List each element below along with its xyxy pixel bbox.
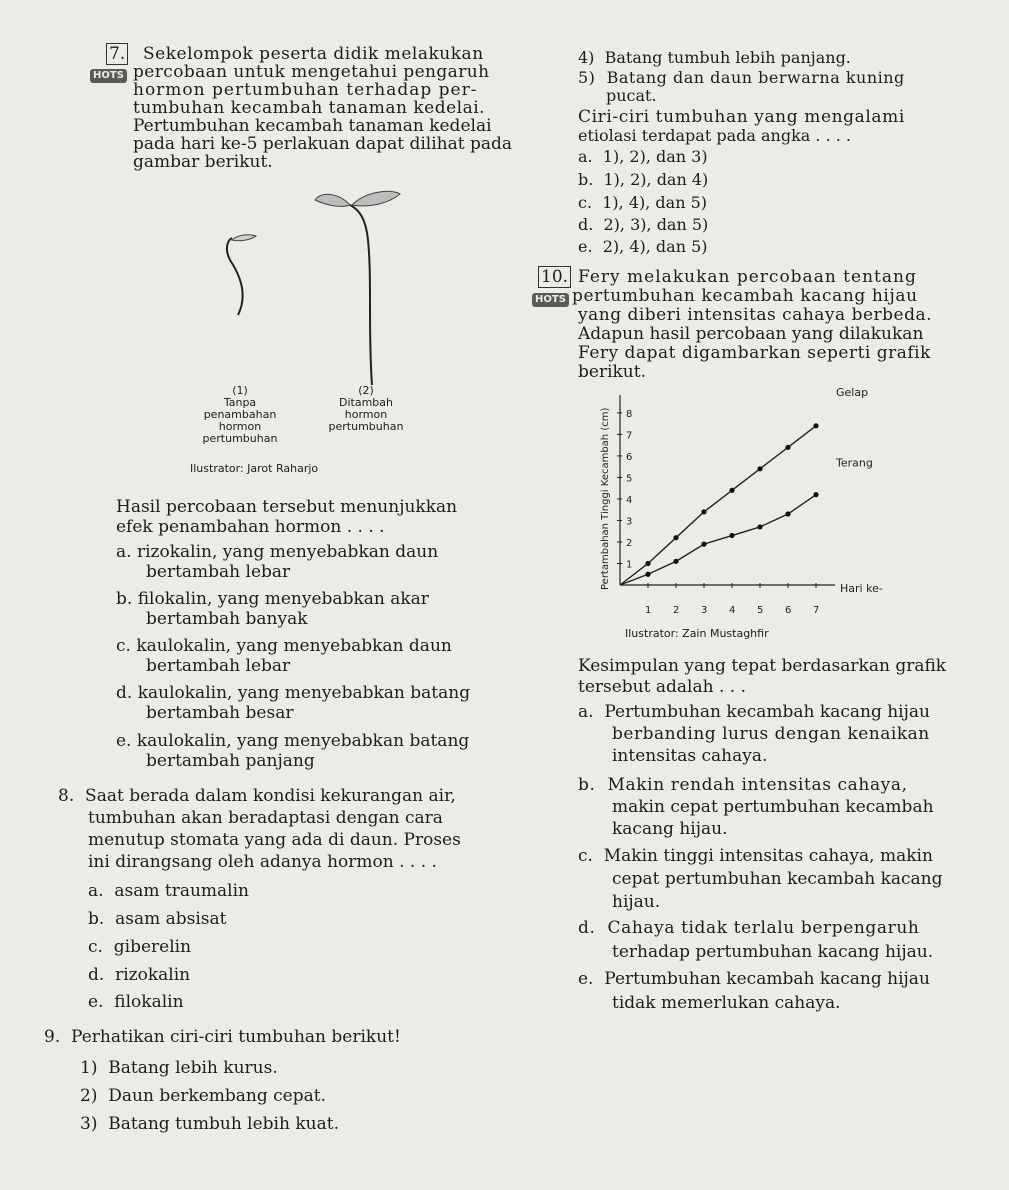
- data-point-gelap: [757, 466, 762, 471]
- q10-option-a-line2: berbanding lurus dengan kenaikan: [612, 724, 930, 744]
- data-point-gelap: [729, 488, 734, 493]
- q10-line5: Fery dapat digambarkan seperti grafik: [578, 343, 931, 363]
- q9-option-c[interactable]: c. 1), 4), dan 5): [578, 193, 707, 212]
- q10-number: 10.: [538, 268, 571, 287]
- q7-option-a[interactable]: a. rizokalin, yang menyebabkan daun: [116, 542, 439, 562]
- q7-stem-line2: efek penambahan hormon . . . .: [116, 517, 385, 537]
- y-tick-label: 7: [626, 430, 633, 442]
- q10-conclusion-line1: Kesimpulan yang tepat berdasarkan grafik: [578, 656, 947, 676]
- x-tick-label: 6: [785, 605, 792, 616]
- q10-option-b-line2: makin cepat pertumbuhan kecambah: [612, 797, 934, 817]
- q9-item-1: 1) Batang lebih kurus.: [80, 1058, 278, 1078]
- q9-option-a[interactable]: a. 1), 2), dan 3): [578, 147, 708, 166]
- q7-line6: pada hari ke-5 perlakuan dapat dilihat pada: [133, 134, 513, 154]
- x-tick-label: 3: [701, 605, 708, 616]
- q10-hots-badge: HOTS: [532, 289, 569, 308]
- q7-hots-badge: HOTS: [90, 65, 127, 84]
- q10-option-d[interactable]: d. Cahaya tidak terlalu berpengaruh: [578, 918, 920, 938]
- q10-option-c-line3: hijau.: [612, 892, 661, 912]
- q9-option-e[interactable]: e. 2), 4), dan 5): [578, 237, 708, 256]
- y-axis-label: Pertambahan Tinggi Kecambah (cm): [600, 407, 611, 590]
- data-point-gelap: [701, 509, 706, 514]
- q10-option-b-line3: kacang hijau.: [612, 819, 728, 839]
- q7-option-c[interactable]: c. kaulokalin, yang menyebabkan daun: [116, 636, 452, 656]
- x-axis-label: Hari ke-: [840, 582, 883, 595]
- q10-illustrator-credit: Ilustrator: Zain Mustaghfir: [625, 627, 769, 640]
- q7-number: 7.: [106, 45, 128, 64]
- q7-option-e[interactable]: e. kaulokalin, yang menyebabkan batang: [116, 731, 470, 751]
- data-point-terang: [673, 559, 678, 564]
- q10-line6: berikut.: [578, 362, 646, 382]
- q7-line2: percobaan untuk mengetahui pengaruh: [133, 62, 490, 82]
- q7-line1: Sekelompok peserta didik melakukan: [143, 44, 484, 64]
- x-tick-label: 5: [757, 605, 764, 616]
- data-point-terang: [701, 542, 706, 547]
- x-tick-label: 4: [729, 605, 736, 616]
- series-label-gelap: Gelap: [836, 385, 869, 399]
- plant1-caption: (1) Tanpa penambahan hormon pertumbuhan: [202, 384, 278, 445]
- sprout-illustration: [200, 180, 430, 390]
- q7-line4: tumbuhan kecambah tanaman kedelai.: [133, 98, 486, 118]
- q7-line3: hormon pertumbuhan terhadap per-: [133, 80, 478, 100]
- q7-option-a-cont: bertambah lebar: [146, 562, 291, 582]
- q8-line2: tumbuhan akan beradaptasi dengan cara: [88, 808, 443, 828]
- q7-line7: gambar berikut.: [133, 152, 273, 172]
- q9-question-line1: Ciri-ciri tumbuhan yang mengalami: [578, 107, 905, 127]
- y-tick-label: 4: [626, 494, 633, 506]
- q10-option-e[interactable]: e. Pertumbuhan kecambah kacang hijau: [578, 969, 930, 989]
- q9-item-4: 4) Batang tumbuh lebih panjang.: [578, 48, 851, 67]
- x-tick-label: 2: [673, 605, 680, 616]
- q9-item-5-cont: pucat.: [606, 86, 657, 105]
- x-tick-label: 1: [645, 605, 652, 616]
- q10-option-b[interactable]: b. Makin rendah intensitas cahaya,: [578, 775, 908, 795]
- y-tick-label: 2: [626, 537, 633, 549]
- data-point-terang: [813, 492, 818, 497]
- q9-item-3: 3) Batang tumbuh lebih kuat.: [80, 1114, 339, 1134]
- plant1-stem: [227, 238, 243, 315]
- x-tick-label: 7: [813, 605, 820, 616]
- data-point-terang: [785, 511, 790, 516]
- plant2-leaf-right: [352, 191, 400, 206]
- q10-option-e-line2: tidak memerlukan cahaya.: [612, 993, 841, 1013]
- y-tick-label: 1: [626, 559, 633, 571]
- q10-option-a-line3: intensitas cahaya.: [612, 746, 768, 766]
- data-point-terang: [757, 524, 762, 529]
- q7-option-d-cont: bertambah besar: [146, 703, 294, 723]
- q7-option-e-cont: bertambah panjang: [146, 751, 315, 771]
- q10-conclusion-line2: tersebut adalah . . .: [578, 677, 746, 697]
- plant2-caption: (2) Ditambah hormon pertumbuhan: [328, 384, 404, 433]
- q8-line3: menutup stomata yang ada di daun. Proses: [88, 830, 461, 850]
- q10-line1: Fery melakukan percobaan tentang: [578, 267, 917, 287]
- growth-chart: [575, 385, 883, 625]
- q8-option-a[interactable]: a. asam traumalin: [88, 881, 249, 901]
- plant2-leaf-left: [315, 194, 350, 206]
- q8-option-c[interactable]: c. giberelin: [88, 937, 192, 957]
- plant1-leaf: [232, 235, 256, 241]
- q7-option-c-cont: bertambah lebar: [146, 656, 291, 676]
- q9-question-line2: etiolasi terdapat pada angka . . . .: [578, 126, 851, 145]
- data-point-gelap: [813, 423, 818, 428]
- data-point-gelap: [645, 561, 650, 566]
- y-tick-label: 6: [626, 451, 633, 463]
- q9-item-2: 2) Daun berkembang cepat.: [80, 1086, 326, 1106]
- q10-option-c[interactable]: c. Makin tinggi intensitas cahaya, makin: [578, 846, 933, 866]
- q9-option-d[interactable]: d. 2), 3), dan 5): [578, 215, 709, 234]
- q10-line4: Adapun hasil percobaan yang dilakukan: [578, 324, 924, 344]
- q7-line5: Pertumbuhan kecambah tanaman kedelai: [133, 116, 492, 136]
- q9-stem: 9. Perhatikan ciri-ciri tumbuhan berikut!: [44, 1027, 401, 1047]
- q10-option-c-line2: cepat pertumbuhan kecambah kacang: [612, 869, 943, 889]
- series-line-gelap: [620, 426, 816, 585]
- data-point-gelap: [673, 535, 678, 540]
- data-point-terang: [729, 533, 734, 538]
- q8-line1: 8. Saat berada dalam kondisi kekurangan air,: [58, 786, 456, 806]
- q8-option-d[interactable]: d. rizokalin: [88, 965, 191, 985]
- q8-line4: ini dirangsang oleh adanya hormon . . . .: [88, 852, 437, 872]
- plant2-stem: [350, 205, 372, 385]
- q7-option-d[interactable]: d. kaulokalin, yang menyebabkan batang: [116, 683, 471, 703]
- data-point-terang: [645, 572, 650, 577]
- y-tick-label: 5: [626, 473, 633, 485]
- y-tick-label: 8: [626, 408, 633, 420]
- q10-option-a[interactable]: a. Pertumbuhan kecambah kacang hijau: [578, 702, 930, 722]
- q8-option-e[interactable]: e. filokalin: [88, 992, 184, 1012]
- q9-option-b[interactable]: b. 1), 2), dan 4): [578, 170, 709, 189]
- data-point-gelap: [785, 445, 790, 450]
- q10-option-d-line2: terhadap pertumbuhan kacang hijau.: [612, 942, 934, 962]
- series-line-terang: [620, 495, 816, 585]
- q7-illustrator-credit: Ilustrator: Jarot Raharjo: [190, 462, 319, 475]
- q7-option-b-cont: bertambah banyak: [146, 609, 308, 629]
- q7-option-b[interactable]: b. filokalin, yang menyebabkan akar: [116, 589, 429, 609]
- q10-line3: yang diberi intensitas cahaya berbeda.: [578, 305, 933, 325]
- q10-line2: pertumbuhan kecambah kacang hijau: [572, 286, 918, 306]
- q8-option-b[interactable]: b. asam absisat: [88, 909, 227, 929]
- series-label-terang: Terang: [836, 456, 873, 470]
- y-tick-label: 3: [626, 516, 633, 528]
- q7-stem-line1: Hasil percobaan tersebut menunjukkan: [116, 497, 458, 517]
- q9-item-5: 5) Batang dan daun berwarna kuning: [578, 68, 905, 87]
